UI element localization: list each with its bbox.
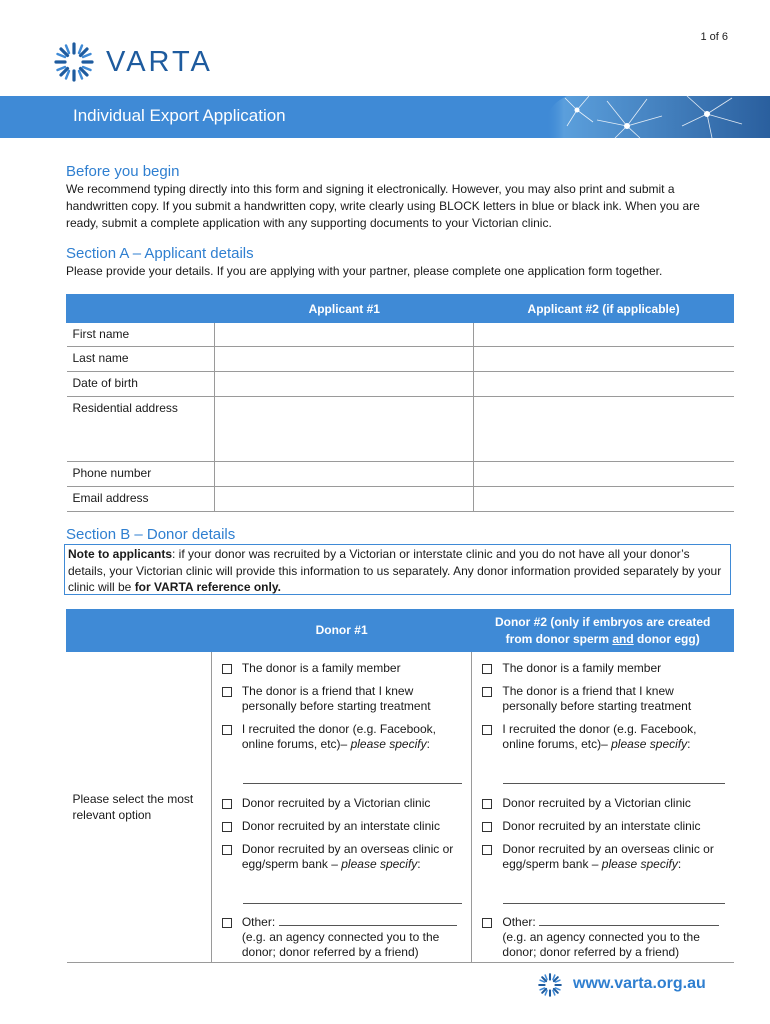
table-row — [67, 347, 734, 372]
donor-2-header-and: and — [612, 631, 634, 646]
applicant-1-first-name-field[interactable] — [215, 323, 474, 347]
donor-1-friend-option[interactable]: The donor is a friend that I knew personally before starting treatment — [221, 684, 463, 714]
donor-2-interstate-clinic-option[interactable]: Donor recruited by an interstate clinic — [481, 819, 724, 834]
applicant-2-email-field[interactable] — [474, 487, 734, 512]
donor-1-interstate-clinic-option[interactable]: Donor recruited by an interstate clinic — [221, 819, 463, 834]
note-label: Note to applicants — [68, 547, 173, 561]
donor-1-recruited-option[interactable]: I recruited the donor (e.g. Facebook, online forums, etc)– please specify: — [221, 722, 463, 752]
checkbox[interactable] — [482, 918, 492, 928]
donor-2-other-option[interactable]: Other: (e.g. an agency connected you to the donor; donor referred by a friend) — [481, 915, 724, 960]
donor-2-recruited-option[interactable]: I recruited the donor (e.g. Facebook, online forums, etc)– please specify: — [481, 722, 724, 752]
applicant-1-dob-field[interactable] — [215, 372, 474, 397]
last-name-label: Last name — [67, 347, 215, 372]
donor-1-victorian-clinic-option[interactable]: Donor recruited by a Victorian clinic — [221, 796, 463, 811]
checkbox[interactable] — [482, 799, 492, 809]
page-number: 1 of 6 — [700, 31, 728, 43]
donor-2-header-post: donor egg) — [633, 631, 700, 646]
checkbox[interactable] — [222, 822, 232, 832]
table-header-blank — [67, 295, 215, 323]
table-row — [67, 397, 734, 462]
select-option-label: Please select the most relevant option — [67, 652, 212, 963]
phone-number-label: Phone number — [67, 462, 215, 487]
checkbox[interactable] — [222, 687, 232, 697]
varta-footer-logo-icon — [538, 973, 562, 997]
donor-2-header-pre: from donor sperm — [505, 631, 613, 646]
checkbox[interactable] — [482, 822, 492, 832]
donor-2-overseas-option[interactable]: Donor recruited by an overseas clinic or egg/sperm bank – please specify: — [481, 842, 724, 872]
donor-1-header: Donor #1 — [211, 610, 472, 652]
section-b-heading: Section B – Donor details — [66, 526, 236, 543]
checkbox[interactable] — [222, 664, 232, 674]
table-header-row — [67, 610, 734, 652]
table-header-row — [67, 295, 734, 323]
donor-1-recruited-specify-line[interactable] — [243, 782, 463, 784]
donor-2-recruited-specify-line[interactable] — [503, 782, 724, 784]
donor-1-options — [211, 652, 472, 963]
applicant-2-dob-field[interactable] — [474, 372, 734, 397]
checkbox[interactable] — [482, 687, 492, 697]
applicant-1-last-name-field[interactable] — [215, 347, 474, 372]
donor-2-options — [472, 652, 734, 963]
applicant-details-table — [66, 294, 734, 512]
checkbox[interactable] — [222, 799, 232, 809]
donor-2-family-option[interactable]: The donor is a family member — [481, 661, 724, 676]
table-header-blank — [67, 610, 212, 652]
checkbox[interactable] — [222, 725, 232, 735]
table-row — [67, 323, 734, 347]
applicant-2-address-field[interactable] — [474, 397, 734, 462]
before-you-begin-heading: Before you begin — [66, 163, 180, 180]
checkbox[interactable] — [482, 664, 492, 674]
checkbox[interactable] — [222, 918, 232, 928]
table-row — [67, 487, 734, 512]
donor-1-overseas-specify-line[interactable] — [243, 902, 463, 904]
banner-image — [537, 96, 770, 138]
date-of-birth-label: Date of birth — [67, 372, 215, 397]
donor-2-friend-option[interactable]: The donor is a friend that I knew personally before starting treatment — [481, 684, 724, 714]
website-link[interactable]: www.varta.org.au — [573, 975, 706, 992]
donor-2-victorian-clinic-option[interactable]: Donor recruited by a Victorian clinic — [481, 796, 724, 811]
first-name-label: First name — [67, 323, 215, 347]
before-you-begin-text: We recommend typing directly into this form and signing it electronically. However, you may also print and submit a handwritten copy. If you submit a handwritten copy, write clearly using BLOCK letters in blue or black ink. When you are ready, submit a complete application with any supporting documents to your Victorian clinic. — [66, 182, 700, 230]
donor-1-overseas-option[interactable]: Donor recruited by an overseas clinic or egg/sperm bank – please specify: — [221, 842, 463, 872]
checkbox[interactable] — [222, 845, 232, 855]
table-row — [67, 652, 734, 963]
applicant-1-address-field[interactable] — [215, 397, 474, 462]
donor-2-header — [472, 610, 734, 652]
applicant-1-phone-field[interactable] — [215, 462, 474, 487]
donor-2-header-line1: Donor #2 (only if embryos are created — [494, 614, 711, 629]
varta-logo-icon — [54, 42, 94, 82]
donor-1-family-option[interactable]: The donor is a family member — [221, 661, 463, 676]
section-a-instructions: Please provide your details. If you are applying with your partner, please complete one application form together. — [66, 264, 663, 278]
applicant-1-email-field[interactable] — [215, 487, 474, 512]
section-a-heading: Section A – Applicant details — [66, 245, 254, 262]
table-row — [67, 462, 734, 487]
checkbox[interactable] — [482, 845, 492, 855]
varta-logo-text: VARTA — [106, 46, 213, 78]
donor-1-other-option[interactable]: Other: (e.g. an agency connected you to the donor; donor referred by a friend) — [221, 915, 463, 960]
applicant-2-first-name-field[interactable] — [474, 323, 734, 347]
note-to-applicants — [64, 544, 731, 595]
applicant-2-header: Applicant #2 (if applicable) — [474, 295, 734, 323]
applicant-2-phone-field[interactable] — [474, 462, 734, 487]
note-emphasis: for VARTA reference only. — [134, 580, 281, 594]
residential-address-label: Residential address — [67, 397, 215, 462]
donor-2-overseas-specify-line[interactable] — [503, 902, 724, 904]
donor-details-table — [66, 609, 734, 963]
applicant-2-last-name-field[interactable] — [474, 347, 734, 372]
applicant-1-header: Applicant #1 — [215, 295, 474, 323]
note-text: : if your donor was recruited by a Victorian or interstate clinic and you do not have all your donor’s details, your Victorian clinic will provide this information to us separately. Any donor information provided separately by your clinic will be — [68, 547, 722, 594]
table-row — [67, 372, 734, 397]
form-title: Individual Export Application — [73, 106, 286, 125]
email-address-label: Email address — [67, 487, 215, 512]
checkbox[interactable] — [482, 725, 492, 735]
